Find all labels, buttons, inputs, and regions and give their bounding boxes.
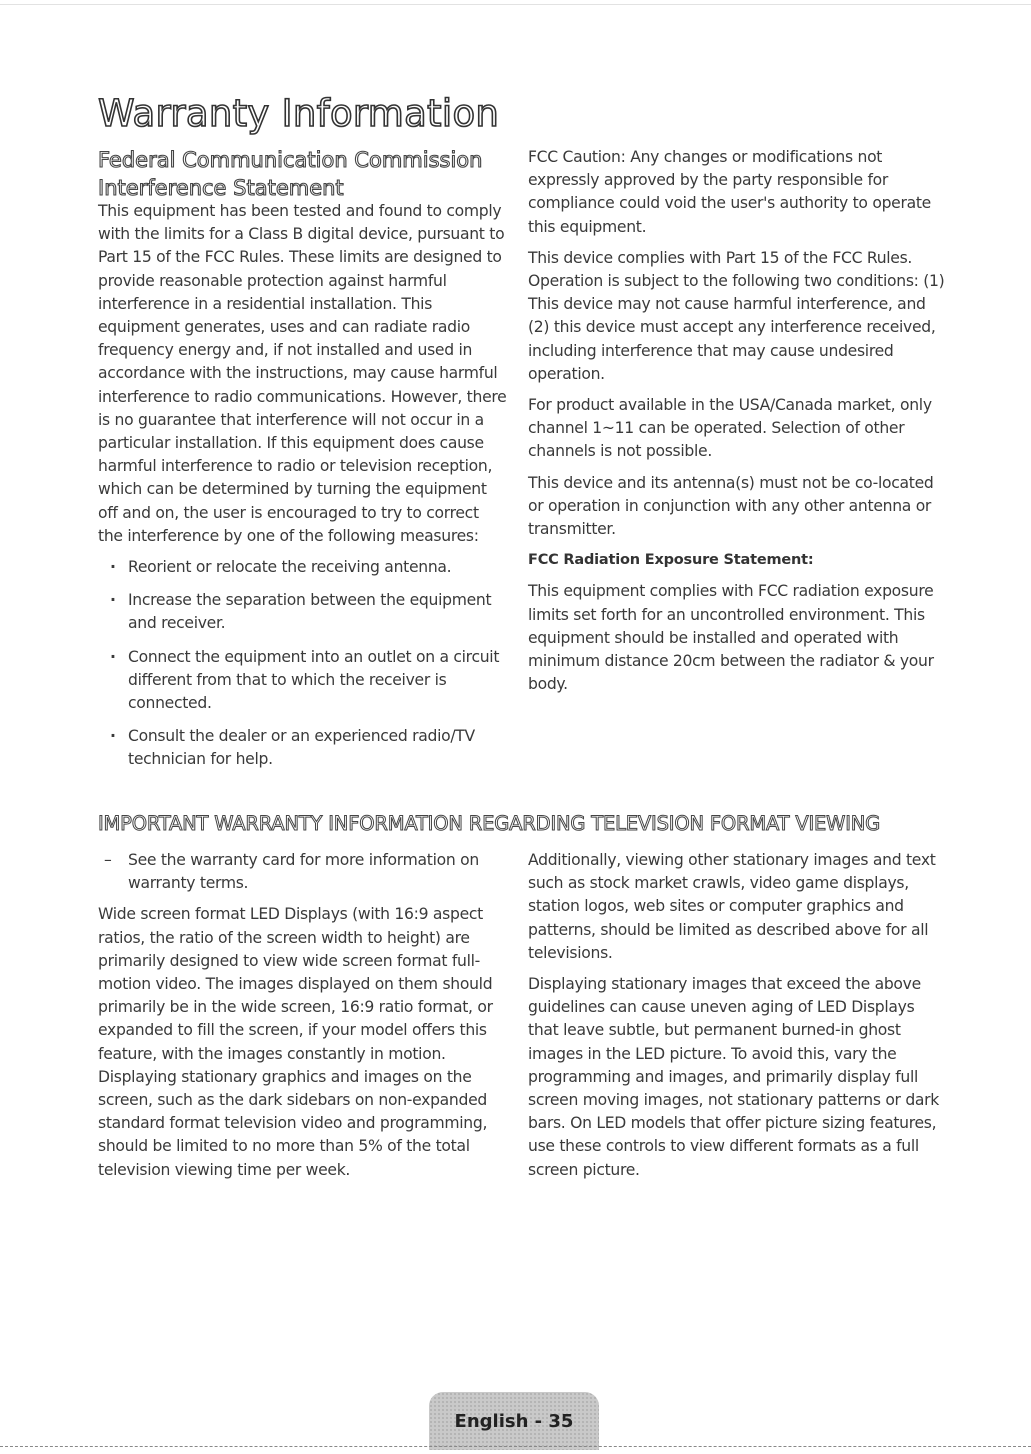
bottom-rule [0, 1446, 1031, 1447]
radiation-heading: FCC Radiation Exposure Statement: [528, 552, 814, 569]
fcc-right-column [528, 146, 948, 704]
widescreen-para: Wide screen format LED Displays (with 16:9 aspect ratios, the ratio of the screen width to height) are primarily designed to view wide screen format full-motion video. The images displayed on them should primarily be in the wide screen, 16:9 ratio format, or expanded to fill the screen, if your model offers this feature, with the images constantly in motion. Displaying stationary graphics and images on the screen, such as the dark sidebars on non-expanded standard format television video and programming, should be limited to no more than 5% of the total television viewing time per week. [98, 905, 493, 1179]
page-number: English - 35 [454, 1410, 574, 1432]
channel-para: For product available in the USA/Canada market, only channel 1~11 can be operated. Selection of other channels is not possible. [528, 396, 932, 461]
fcc-left-column [98, 200, 508, 782]
burn-in-para: Displaying stationary images that exceed the above guidelines can cause uneven aging of LED Displays that leave subtle, but permanent burned-in ghost images in the LED picture. To avoid this, vary the programming and images, and primarily display full screen moving images, not stationary patterns or dark bars. On LED models that offer picture sizing features, use these controls to view different formats as a full screen picture. [528, 975, 940, 1179]
measure-item: · Reorient or relocate the receiving antenna. [98, 556, 508, 579]
measure-item: · Increase the separation between the equipment and receiver. [98, 589, 508, 635]
measure-item: · Connect the equipment into an outlet on a circuit different from that to which the receiver is connected. [98, 646, 508, 716]
measure-item: · Consult the dealer or an experienced radio/TV technician for help. [98, 725, 508, 771]
warranty-note-text: See the warranty card for more information on warranty terms. [128, 851, 479, 893]
measures-list [98, 556, 508, 772]
warranty-left-column [98, 849, 498, 1190]
fcc-body: This equipment has been tested and found to comply with the limits for a Class B digital device, pursuant to Part 15 of the FCC Rules. These limits are designed to provide reasonable protection against harmful interference in a residential installation. This equipment generates, uses and can radiate radio frequency energy and, if not installed and used in accordance with the instructions, may cause harmful interference to radio communications. However, there is no guarantee that interference will not occur in a particular installation. If this equipment does cause harmful interference to radio or television reception, which can be determined by turning the equipment off and on, the user is encouraged to try to correct the interference by one of the following measures: [98, 202, 507, 545]
antenna-para: This device and its antenna(s) must not be co-located or operation in conjunction with any other antenna or transmitter. [528, 473, 934, 539]
page-title: Warranty Information [98, 92, 500, 135]
top-rule [0, 4, 1031, 5]
dash-marker: – [104, 851, 112, 869]
fcc-caution-para: FCC Caution: Any changes or modifications not expressly approved by the party responsible for compliance could void the user's authority to operate this equipment. [528, 148, 931, 236]
radiation-body: This equipment complies with FCC radiation exposure limits set forth for an uncontrolled environment. This equipment should be installed and operated with minimum distance 20cm between the radiator & your body. [528, 582, 934, 694]
part15-para: This device complies with Part 15 of the FCC Rules. Operation is subject to the following two conditions: (1) This device may not cause harmful interference, and (2) this device must accept any interference received, including interference that may cause undesired operation. [528, 248, 945, 383]
page-number-badge [429, 1392, 599, 1450]
warranty-right-column [528, 849, 948, 1190]
warranty-note [98, 849, 498, 895]
important-heading: IMPORTANT WARRANTY INFORMATION REGARDING TELEVISION FORMAT VIEWING [98, 812, 881, 835]
fcc-heading: Federal Communication Commission Interference Statement [98, 148, 483, 200]
stationary-images-para: Additionally, viewing other stationary images and text such as stock market crawls, video game displays, station logos, web sites or computer graphics and patterns, should be limited as described above for all televisions. [528, 851, 936, 962]
